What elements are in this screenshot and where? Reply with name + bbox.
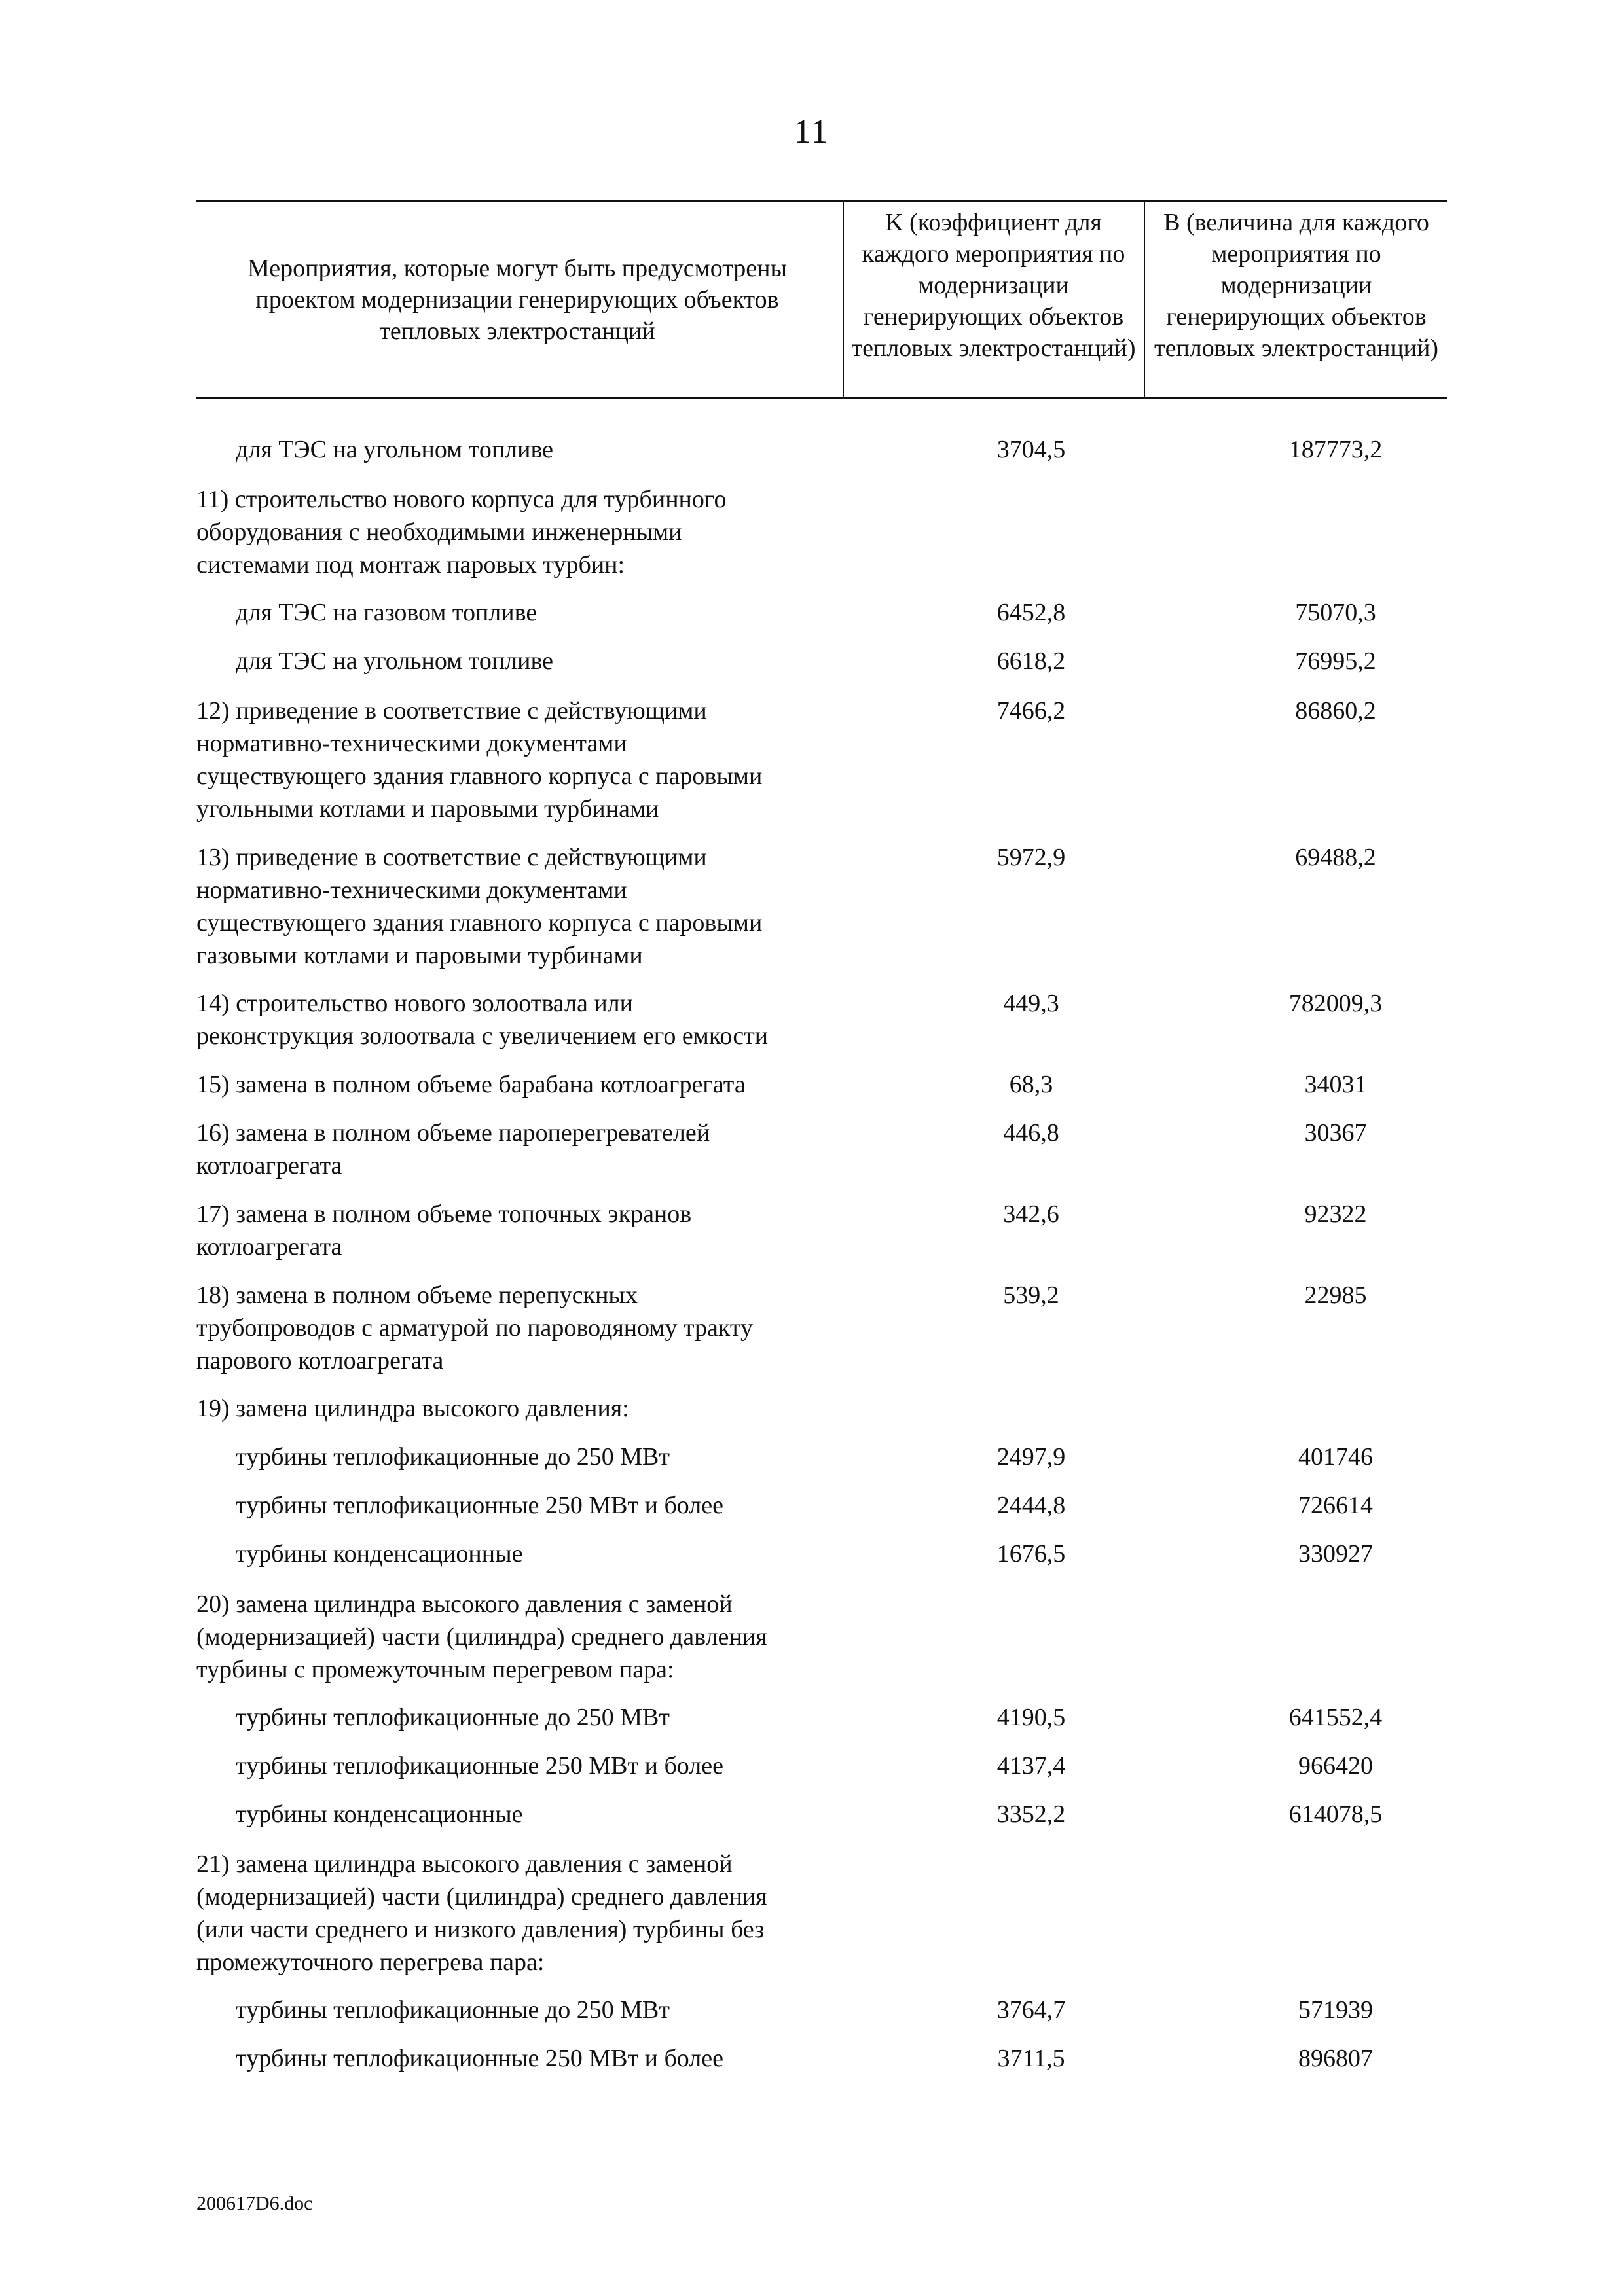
measure-description: турбины конденсационные [236, 1540, 523, 1568]
header-col-k: K (коэффициент для каждого мероприятия по модернизации генерирующих объектов тепловых электростанций) [851, 209, 1136, 362]
measure-description: турбины теплофикационные до 250 МВт [236, 1996, 670, 2024]
b-value: 401746 [1298, 1443, 1373, 1471]
measure-description: 19) замена цилиндра высокого давления: [196, 1395, 629, 1422]
k-value: 2497,9 [996, 1443, 1066, 1471]
b-value: 22985 [1304, 1282, 1367, 1309]
measure-description: 18) замена в полном объеме перепускных трубопроводов с арматурой по пароводяному тракту парового котлоагрегата [196, 1282, 753, 1374]
b-value: 782009,3 [1288, 990, 1383, 1017]
k-value: 68,3 [1009, 1071, 1053, 1098]
b-value: 30367 [1304, 1119, 1367, 1147]
k-value: 4190,5 [996, 1704, 1066, 1731]
measure-description: 17) замена в полном объеме топочных экранов котлоагрегата [196, 1200, 692, 1261]
b-value: 187773,2 [1288, 436, 1383, 463]
measure-description: турбины теплофикационные 250 МВт и более [236, 1752, 723, 1780]
b-value: 76995,2 [1295, 647, 1376, 675]
k-value: 7466,2 [996, 697, 1066, 725]
k-value: 6452,8 [996, 599, 1066, 626]
k-value: 3764,7 [996, 1996, 1066, 2024]
measure-description: для ТЭС на газовом топливе [236, 599, 538, 626]
header-col-measures: Мероприятия, которые могут быть предусмотрены проектом модернизации генерирующих объектов тепловых электростанций [247, 255, 788, 345]
k-value: 3711,5 [997, 2045, 1065, 2072]
measure-description: 16) замена в полном объеме пароперегревателей котлоагрегата [196, 1119, 710, 1179]
header-col-b: B (величина для каждого мероприятия по модернизации генерирующих объектов тепловых электростанций) [1154, 209, 1438, 362]
measure-description: турбины теплофикационные до 250 МВт [236, 1443, 670, 1471]
measure-description: турбины теплофикационные 250 МВт и более [236, 2045, 723, 2072]
measure-description: 12) приведение в соответствие с действующими нормативно-техническими документами существующего здания главного корпуса с паровыми угольными котлами и паровыми турбинами [196, 697, 763, 823]
document-filename: 200617D6.doc [196, 2193, 313, 2214]
k-value: 5972,9 [996, 844, 1066, 871]
measure-description: 14) строительство нового золоотвала или реконструкция золоотвала с увеличением его емкости [196, 990, 769, 1050]
k-value: 342,6 [1003, 1200, 1059, 1228]
b-value: 92322 [1304, 1200, 1367, 1228]
measure-description: для ТЭС на угольном топливе [236, 436, 554, 463]
k-value: 4137,4 [996, 1752, 1066, 1780]
b-value: 614078,5 [1288, 1801, 1383, 1828]
b-value: 966420 [1298, 1752, 1373, 1780]
k-value: 1676,5 [996, 1540, 1066, 1568]
header-top-rule [196, 200, 1447, 202]
measure-description: турбины теплофикационные до 250 МВт [236, 1704, 670, 1731]
b-value: 75070,3 [1295, 599, 1376, 626]
b-value: 896807 [1298, 2045, 1373, 2072]
k-value: 6618,2 [996, 647, 1066, 675]
k-value: 3704,5 [996, 436, 1066, 463]
header-divider-2 [1144, 200, 1145, 399]
measure-description: 15) замена в полном объеме барабана котлоагрегата [196, 1071, 746, 1098]
b-value: 726614 [1298, 1492, 1373, 1519]
k-value: 3352,2 [996, 1801, 1066, 1828]
k-value: 539,2 [1003, 1282, 1059, 1309]
k-value: 2444,8 [996, 1492, 1066, 1519]
b-value: 86860,2 [1295, 697, 1376, 725]
measure-description: турбины теплофикационные 250 МВт и более [236, 1492, 723, 1519]
measure-description: 11) строительство нового корпуса для турбинного оборудования с необходимыми инженерными системами под монтаж паровых турбин: [196, 486, 727, 579]
page-number: 11 [793, 113, 830, 151]
measure-description: 13) приведение в соответствие с действующими нормативно-техническими документами существующего здания главного корпуса с паровыми газовыми котлами и паровыми турбинами [196, 844, 763, 969]
header-bottom-rule [196, 397, 1447, 399]
b-value: 34031 [1304, 1071, 1367, 1098]
measure-description: для ТЭС на угольном топливе [236, 647, 554, 675]
b-value: 330927 [1298, 1540, 1373, 1568]
k-value: 449,3 [1003, 990, 1059, 1017]
b-value: 571939 [1298, 1996, 1373, 2024]
b-value: 641552,4 [1288, 1704, 1383, 1731]
k-value: 446,8 [1003, 1119, 1059, 1147]
measure-description: турбины конденсационные [236, 1801, 523, 1828]
measure-description: 20) замена цилиндра высокого давления с заменой (модернизацией) части (цилиндра) среднего давления турбины с промежуточным перегревом пара: [196, 1590, 767, 1683]
measure-description: 21) замена цилиндра высокого давления с заменой (модернизацией) части (цилиндра) среднего давления (или части среднего и низкого давления) турбины без промежуточного перегрева пара: [196, 1850, 767, 1976]
header-divider-1 [843, 200, 844, 399]
b-value: 69488,2 [1295, 844, 1376, 871]
